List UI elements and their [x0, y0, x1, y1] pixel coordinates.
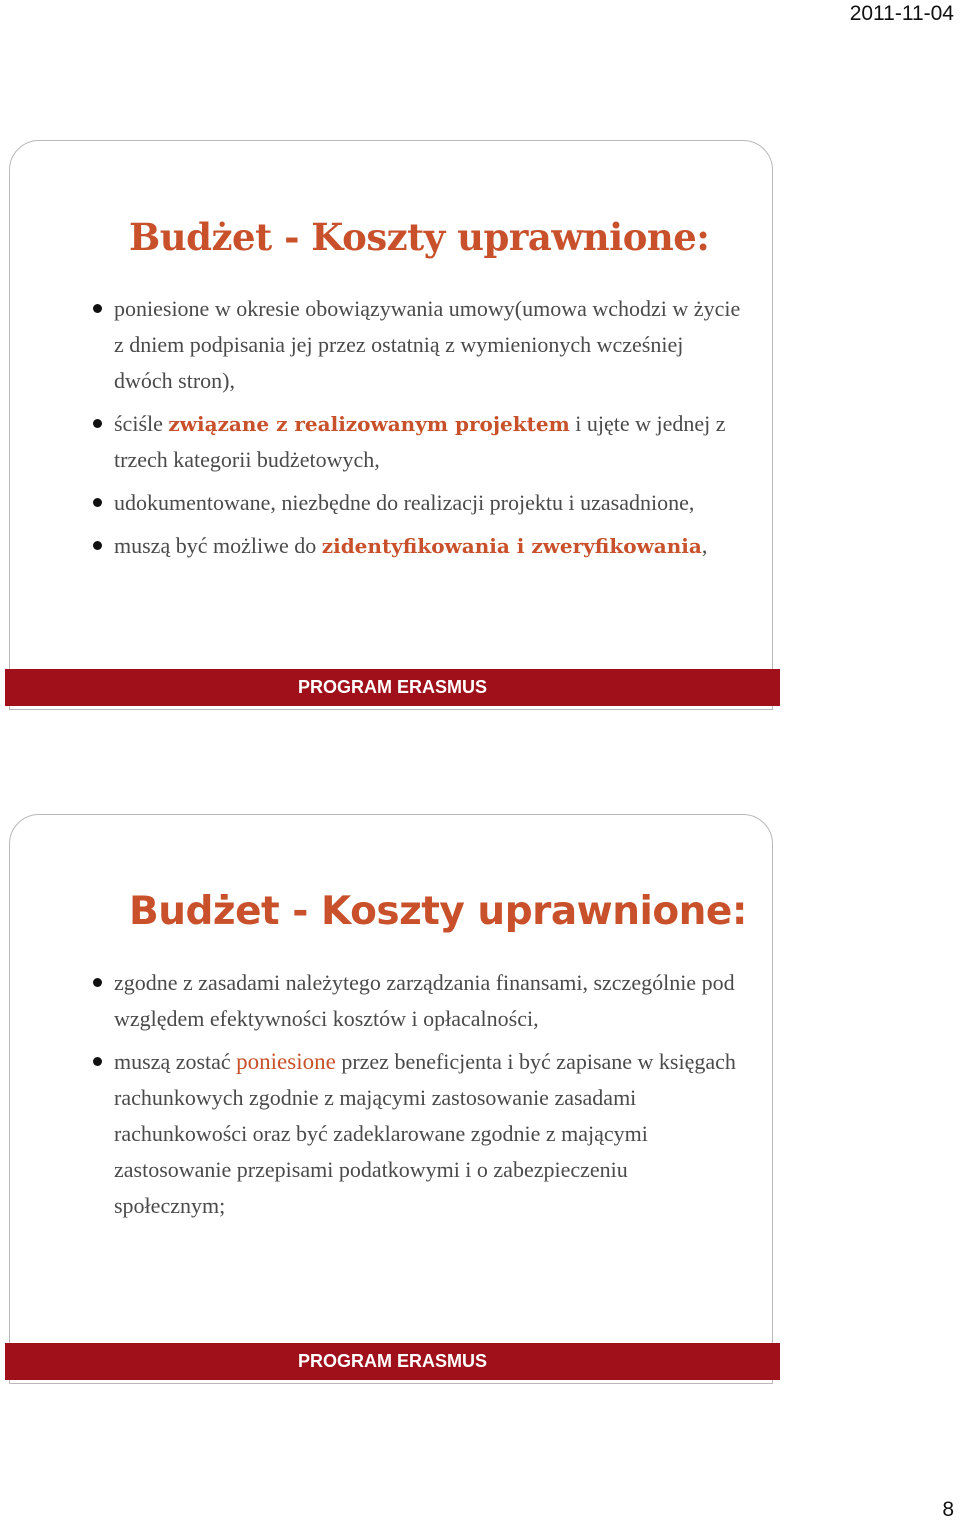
bullet-highlight-text: poniesione: [236, 1049, 336, 1074]
slide-title: Budżet - Koszty uprawnione:: [129, 889, 747, 934]
bullet-dot-icon: [93, 304, 102, 313]
slide-title: Budżet - Koszty uprawnione:: [129, 215, 710, 259]
bullet-highlight-text: związane z realizowanym projektem: [168, 412, 570, 436]
bullet-dot-icon: [93, 419, 102, 428]
page-number: 8: [942, 1498, 954, 1521]
bullet-highlight-text: zidentyfikowania i zweryfikowania: [321, 534, 702, 558]
slide-1: [9, 140, 773, 710]
bullet-dot-icon: [93, 498, 102, 507]
bullet-text: poniesione w okresie obowiązywania umowy(umowa wchodzi w życie z dniem podpisania jej przez ostatnią z wymienionych wcześniej dwóch stron),: [114, 296, 741, 393]
bullet-text: udokumentowane, niezbędne do realizacji projektu i uzasadnione,: [114, 490, 695, 515]
page-date: 2011-11-04: [849, 2, 954, 25]
bullet-text: muszą zostać: [114, 1049, 237, 1074]
bullet-dot-icon: [93, 1057, 102, 1066]
bullet-text: muszą być możliwe do: [114, 533, 322, 558]
bullet-text: ściśle: [114, 411, 169, 436]
bullet-list: [114, 291, 744, 571]
bullet-text: ,: [701, 533, 708, 558]
bullet-item: [114, 1044, 744, 1224]
slide-2: [9, 814, 773, 1384]
bullet-item: [114, 291, 744, 399]
bullet-list: [114, 965, 744, 1231]
bullet-text: i ujęte w jednej z trzech kategorii budżetowych,: [114, 411, 726, 472]
bullet-dot-icon: [93, 541, 102, 550]
slide-footer-bar: PROGRAM ERASMUS: [5, 669, 780, 706]
bullet-text: zgodne z zasadami należytego zarządzania finansami, szczególnie pod względem efektywności kosztów i opłacalności,: [114, 970, 735, 1031]
bullet-text: przez beneficjenta i być zapisane w księgach rachunkowych zgodnie z mającymi zastosowanie zasadami rachunkowości oraz być zadeklarowane zgodnie z mającymi zastosowanie przepisami podatkowymi i o zabezpieczeniu społecznym;: [114, 1049, 736, 1218]
bullet-item: [114, 965, 744, 1037]
slide-footer-bar: PROGRAM ERASMUS: [5, 1343, 780, 1380]
bullet-dot-icon: [93, 978, 102, 987]
bullet-item: [114, 528, 744, 564]
bullet-item: [114, 406, 744, 478]
bullet-item: [114, 485, 744, 521]
